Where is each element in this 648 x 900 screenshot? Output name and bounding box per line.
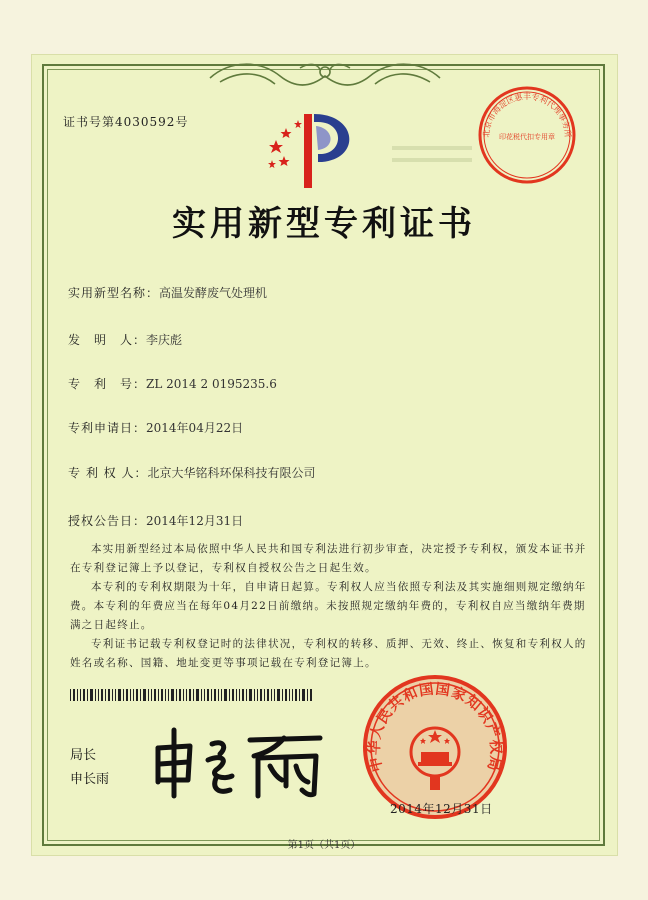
field-label: 授权公告日： — [68, 514, 147, 528]
stamp-duty-seal-text: 北京市海淀区惠丰专利代理事务所 — [481, 92, 573, 138]
field-label: 发 明 人： — [68, 333, 147, 347]
field-inventor — [68, 331, 182, 348]
field-value: 北京大华铭科环保科技有限公司 — [147, 466, 316, 480]
svg-text:北京市海淀区惠丰专利代理事务所 — [481, 91, 573, 138]
body-paragraph-2: 本专利的专利权期限为十年，自申请日起算。专利权人应当依照专利法及其实施细则规定缴纳年费。本专利的年费应当在每年04月22日前缴纳。未按照规定缴纳年费的，专利权自应当缴纳年费期满之日起终止。 — [70, 581, 587, 631]
certificate-title: 实用新型专利证书 — [172, 204, 476, 244]
field-utility-model-name — [68, 284, 267, 301]
field-value: 高温发酵废气处理机 — [159, 286, 268, 300]
body-paragraph-3: 专利证书记载专利权登记时的法律状况，专利权的转移、质押、无效、终止、恢复和专利权人的姓名或名称、国籍、地址变更等事项记载在专利登记簿上。 — [70, 638, 587, 669]
director-signature — [150, 720, 325, 800]
field-patentee — [68, 464, 315, 481]
field-value: 2014年12月31日 — [146, 514, 244, 528]
body-paragraph-1: 本实用新型经过本局依照中华人民共和国专利法进行初步审查，决定授予专利权，颁发本证书并在专利登记簿上予以登记，专利权自授权公告之日起生效。 — [70, 543, 587, 574]
field-application-date — [68, 419, 243, 436]
field-value: 2014年04月22日 — [146, 421, 244, 435]
field-label: 专利申请日： — [68, 421, 147, 435]
official-seal-text: 中华人民共和国国家知识产权局 — [366, 681, 504, 774]
faint-line — [392, 146, 472, 150]
top-ornament — [200, 58, 450, 98]
field-label: 专 利 权 人： — [68, 466, 148, 480]
director-name: 申长雨 — [70, 772, 110, 787]
certificate-number: 证书号第4030592号 — [63, 115, 189, 129]
faint-line — [392, 158, 472, 162]
director-title: 局长 — [70, 748, 97, 763]
field-grant-date — [68, 512, 243, 529]
field-value: 李庆彪 — [146, 333, 183, 347]
certificate-body — [70, 540, 588, 673]
stamp-duty-seal-center: 印花税代扣专用章 — [499, 133, 555, 141]
seal-date: 2014年12月31日 — [390, 802, 493, 816]
patent-office-logo — [262, 108, 364, 192]
field-label: 专 利 号： — [68, 377, 147, 391]
page-number: 第1页（共1页） — [287, 840, 361, 851]
field-value: ZL 2014 2 0195235.6 — [146, 377, 277, 391]
barcode — [70, 689, 313, 701]
field-label: 实用新型名称： — [68, 286, 160, 300]
field-patent-number — [68, 375, 277, 392]
stamp-duty-seal — [476, 84, 578, 186]
